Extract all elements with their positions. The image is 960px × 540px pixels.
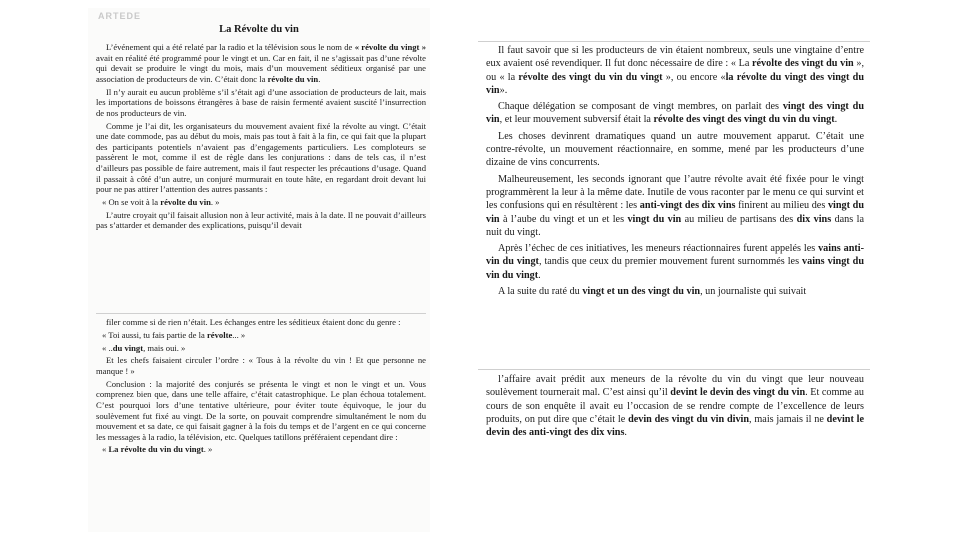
bold-phrase: dix vins [796, 213, 832, 225]
paragraph: « ..du vingt, mais oui. » [102, 342, 186, 353]
paragraph: l’affaire avait prédit aux meneurs de la révolte du vin du vingt que leur nouveau soulèvement tournerait mal. C’est ainsi qu’il devint le devin des vingt du vin. Et comme au cours de son enquête il avait eu l’occasion de se rendre compte de l’excellence de leurs produits, on put dire que c’était le devin des vingt du vin divin, mais jamais il ne devint le devin des anti-vingt des dix vins. [486, 374, 864, 439]
page-seam-line [478, 369, 870, 370]
paragraph: « Toi aussi, tu fais partie de la révolte... » [102, 329, 246, 340]
bold-phrase: La révolte du vin du vingt [108, 444, 204, 455]
bold-phrase: révolte des vingt du vin [752, 58, 854, 70]
right-book-page [478, 40, 870, 528]
bold-phrase: révolte du vin [160, 196, 211, 207]
paragraph: Chaque délégation se composant de vingt membres, on parlait des vingt des vingt du vin, et leur mouvement subversif était la révolte des vingt des vingt du vin du vingt. [486, 101, 864, 126]
paragraph: L’événement qui a été relaté par la radio et la télévision sous le nom de « révolte du vingt » avait en réalité été programmé pour le vingt et un. Car en fait, il ne s’agissait pas d’une révolte qui devait se produire le vingt du mois, mais d’un mouvement séditieux organisé par une association de producteurs de vin. C’était donc la révolte du vin. [96, 42, 427, 84]
paragraph: Et les chefs faisaient circuler l’ordre : « Tous à la révolte du vin ! Et que personne ne manque ! » [96, 355, 426, 376]
paragraph: Après l’échec de ces initiatives, les meneurs réactionnaires furent appelés les vains anti-vin du vingt, tandis que ceux du premier mouvement furent surnommés les vains vingt du vin du vingt. [486, 243, 864, 281]
bold-phrase: vingt et un des vingt du vin [582, 286, 701, 298]
right-text-column-bottom [486, 373, 864, 442]
paragraph: filer comme si de rien n’était. Les échanges entre les séditieux étaient donc du genre : [106, 317, 401, 327]
page-seam-line [96, 313, 426, 314]
paragraph: Malheureusement, les seconds ignorant que l’autre révolte avait été fixée pour le vingt programmèrent la leur à la même date. Inutile de vous raconter par le menu ce qui survint et les confusions qui en résultèrent : les anti-vingt des dix vins finirent au milieu des vingt du vin à l’aube du vingt et un et les vingt du vin au milieu de partisans des dix vins dans la nuit du vingt. [486, 173, 865, 238]
paragraph: L’autre croyait qu’il faisait allusion non à leur activité, mais à la date. Il ne pouvait d’ailleurs pas s’attarder et demander des explications, puisqu’il devait [96, 209, 426, 231]
bold-phrase: la révolte du vingt des vingt du vin [486, 71, 864, 96]
bold-phrase: vains vingt du vin du vingt [486, 256, 864, 281]
bold-phrase: devin des vingt du vin divin [628, 413, 750, 425]
paragraph: « La révolte du vin du vingt. » [102, 444, 213, 455]
paragraph: A la suite du raté du vingt et un des vingt du vin, un journaliste qui suivait [498, 286, 807, 298]
bold-phrase: anti-vingt des dix vins [639, 200, 736, 212]
bold-phrase: devint le devin des vingt du vin [670, 387, 806, 399]
page-title: La Révolte du vin [219, 24, 299, 35]
bold-phrase: devint le devin des anti-vingt des dix vins [486, 413, 864, 439]
bold-phrase: vingt du vin [486, 200, 865, 225]
bold-phrase: vains anti-vin du vingt [486, 243, 864, 268]
left-text-column-top [96, 42, 426, 233]
left-book-page [88, 8, 430, 532]
paragraph: Comme je l’ai dit, les organisateurs du mouvement avaient fixé la révolte au vingt. C’était une date commode, pas au début du mois, mais pas tout à fait à la fin, ce qui fait que la plupart des participants potentiels n’avaient pas d’engagements particuliers. Les comploteurs se passèrent le mot, comme il est de règle dans les conjurations : dans de tels cas, il n’est d’ailleurs pas possible de faire autrement, mais il faut respecter les précautions d’usage. Quand il passait à côté d’un autre, un conjuré murmurait en toute hâte, en regardant droit devant lui pour ne pas attirer l’attention des autres passants : [96, 120, 426, 195]
bold-phrase: du vingt [112, 342, 144, 353]
paragraph: « On se voit à la révolte du vin. » [102, 196, 220, 207]
paragraph: Il faut savoir que si les producteurs de vin étaient nombreux, seuls une vingtaine d’entre eux avaient osé revendiquer. Il fut donc nécessaire de dire : « La révolte des vingt du vin », ou « la révolte des vingt du vin du vingt », ou encore «la révolte du vingt des vingt du vin». [486, 45, 865, 96]
bold-phrase: révolte des vingt du vin du vingt [518, 71, 663, 83]
bold-phrase: révolte des vingt des vingt du vin du vingt [653, 114, 835, 126]
right-text-column-top [486, 44, 864, 301]
bold-phrase: révolte du vin [267, 73, 319, 84]
paragraph: Il n’y aurait eu aucun problème s’il s’était agi d’une association de producteurs de lait, mais les importations de boissons étrangères à base de raisin fermenté avaient suscité l’insurrection de nos producteurs de vin. [96, 86, 426, 118]
page-seam-line [478, 41, 870, 42]
page-header-mark: ARTEDE [98, 11, 142, 21]
bold-phrase: vingt des vingt du vin [486, 101, 864, 126]
paragraph: Conclusion : la majorité des conjurés se présenta le vingt et non le vingt et un. Vous comprenez bien que, dans une telle affaire, c’était catastrophique. Le plan échoua totalement. C’est pourquoi lors d’une tentative ultérieure, pour éviter toute équivoque, le jour du soulèvement fut fixé au vingt. De la sorte, on pouvait comprendre simultanément le nom du mouvement et sa date, ce qui faisait gagner à la fois du temps et de l’argent en ce qui concerne les messages à la radio, la télévision, etc. Quelques tatillons préféraient cependant dire : [96, 378, 426, 442]
bold-phrase: « révolte du vingt » [354, 42, 427, 52]
bold-phrase: vingt du vin [627, 213, 682, 225]
bold-phrase: révolte [206, 329, 233, 340]
left-text-column-bottom [96, 317, 426, 457]
paragraph: Les choses devinrent dramatiques quand un autre mouvement apparut. C’était une contre-révolte, un mouvement réactionnaire, en somme, mené par les producteurs d’une dizaine de vins concurrents. [486, 130, 864, 169]
